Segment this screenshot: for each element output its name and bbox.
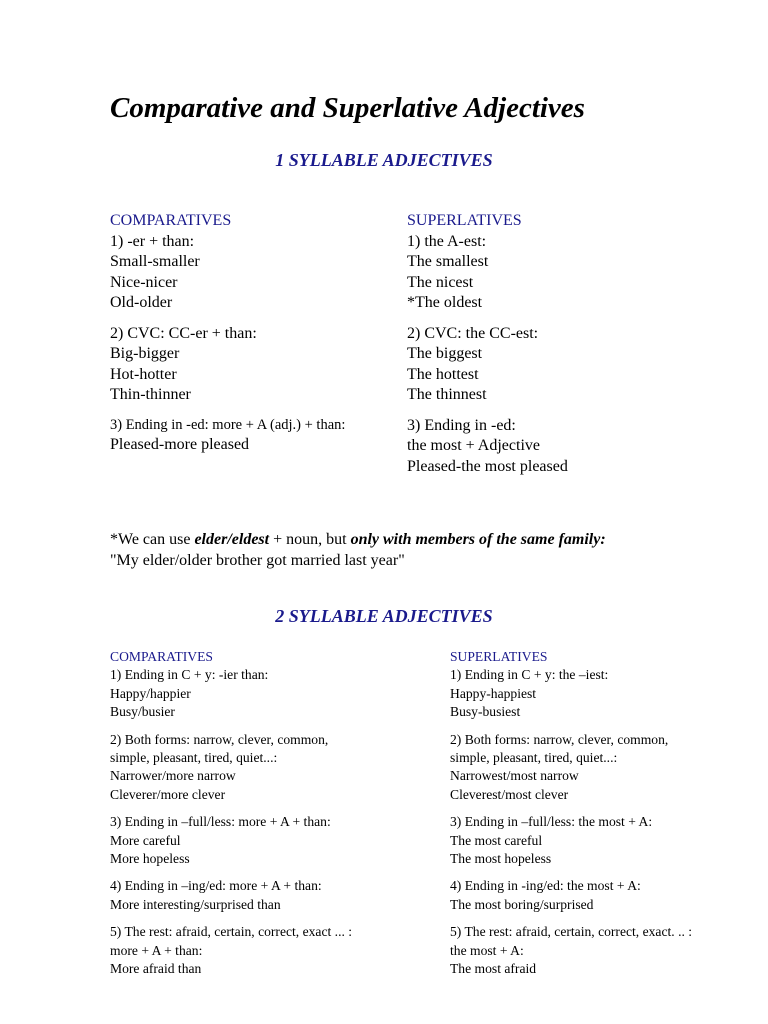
rule-text: 1) Ending in C + y: -ier than: bbox=[110, 667, 269, 683]
example: Happy-happiest bbox=[450, 685, 537, 701]
rule-block bbox=[110, 666, 430, 721]
example: Pleased-more pleased bbox=[110, 435, 250, 453]
example: The most hopeless bbox=[450, 851, 552, 867]
rule-block bbox=[110, 877, 430, 914]
rule-text: 5) The rest: afraid, certain, correct, exact ... : bbox=[110, 924, 353, 940]
example: Narrowest/most narrow bbox=[450, 768, 579, 784]
example: *The oldest bbox=[407, 294, 483, 311]
example: The thinnest bbox=[407, 386, 487, 403]
note-prefix: *We can use bbox=[110, 531, 195, 548]
example: the most + Adjective bbox=[407, 437, 540, 454]
example: Busy/busier bbox=[110, 704, 175, 720]
example: The nicest bbox=[407, 273, 474, 291]
example: The smallest bbox=[407, 253, 489, 270]
rule-text: 4) Ending in -ing/ed: the most + A: bbox=[450, 878, 641, 894]
rule-text: 2) CVC: CC-er + than: bbox=[110, 324, 257, 342]
example: Big-bigger bbox=[110, 345, 180, 362]
rule-block bbox=[450, 666, 760, 721]
example: The hottest bbox=[407, 365, 479, 383]
comparatives-column-1-syllable bbox=[110, 211, 380, 455]
rule-text: 1) Ending in C + y: the –iest: bbox=[450, 667, 609, 683]
rule-text: the most + A: bbox=[450, 942, 524, 958]
rule-text: 5) The rest: afraid, certain, correct, exact. .. : bbox=[450, 924, 693, 940]
example: Cleverer/more clever bbox=[110, 786, 226, 802]
rule-text: 2) Both forms: narrow, clever, common, bbox=[110, 731, 329, 747]
section-heading-1-syllable: 1 SYLLABLE ADJECTIVES bbox=[275, 150, 493, 170]
comparatives-label: COMPARATIVES bbox=[110, 212, 232, 229]
rule-text: simple, pleasant, tired, quiet...: bbox=[110, 750, 278, 766]
note-emphasis-elder: elder/eldest bbox=[194, 531, 270, 548]
rule-text: more + A + than: bbox=[110, 942, 203, 958]
example: Nice-nicer bbox=[110, 273, 178, 291]
note-example: "My elder/older brother got married last year" bbox=[110, 551, 405, 569]
rule-text: 1) the A-est: bbox=[407, 232, 487, 250]
example: The most afraid bbox=[450, 961, 537, 977]
rule-text: 2) Both forms: narrow, clever, common, bbox=[450, 731, 669, 747]
rule-block bbox=[407, 324, 707, 406]
example: Narrower/more narrow bbox=[110, 768, 236, 784]
rule-block bbox=[110, 324, 380, 406]
note-emphasis-family: only with members of the same family: bbox=[350, 531, 606, 548]
rule-text: 2) CVC: the CC-est: bbox=[407, 324, 539, 342]
note-middle: + noun, but bbox=[269, 531, 351, 548]
example: Cleverest/most clever bbox=[450, 786, 569, 802]
section-heading-2-syllable: 2 SYLLABLE ADJECTIVES bbox=[275, 606, 493, 626]
rule-block bbox=[407, 232, 707, 314]
rule-text: 4) Ending in –ing/ed: more + A + than: bbox=[110, 878, 322, 894]
example: More careful bbox=[110, 832, 181, 848]
superlatives-label: SUPERLATIVES bbox=[450, 649, 548, 664]
rule-text: 3) Ending in –full/less: more + A + than: bbox=[110, 814, 331, 830]
comparatives-column-2-syllable bbox=[110, 648, 430, 979]
example: Old-older bbox=[110, 294, 173, 311]
example: The biggest bbox=[407, 345, 483, 362]
rule-text: 1) -er + than: bbox=[110, 232, 195, 250]
superlatives-column-1-syllable bbox=[407, 211, 707, 477]
rule-block bbox=[450, 877, 760, 914]
rule-block bbox=[110, 923, 430, 978]
example: More hopeless bbox=[110, 851, 190, 867]
rule-text: 3) Ending in -ed: more + A (adj.) + than: bbox=[110, 416, 346, 433]
example: Busy-busiest bbox=[450, 704, 521, 720]
rule-block bbox=[450, 923, 760, 978]
rule-block bbox=[450, 813, 760, 868]
example: Hot-hotter bbox=[110, 365, 177, 383]
page-title: Comparative and Superlative Adjectives bbox=[110, 92, 585, 124]
rule-block bbox=[110, 813, 430, 868]
comparatives-label: COMPARATIVES bbox=[110, 649, 213, 664]
superlatives-label: SUPERLATIVES bbox=[407, 212, 522, 229]
rule-text: 3) Ending in -ed: bbox=[407, 416, 516, 434]
rule-text: 3) Ending in –full/less: the most + A: bbox=[450, 814, 653, 830]
example: The most boring/surprised bbox=[450, 896, 594, 912]
rule-block bbox=[407, 416, 707, 478]
rule-block bbox=[110, 731, 430, 805]
example: Thin-thinner bbox=[110, 386, 191, 403]
rule-text: simple, pleasant, tired, quiet...: bbox=[450, 750, 618, 766]
rule-block bbox=[450, 731, 760, 805]
superlatives-column-2-syllable bbox=[450, 648, 760, 979]
example: The most careful bbox=[450, 832, 543, 848]
example: More afraid than bbox=[110, 961, 202, 977]
elder-eldest-note bbox=[110, 530, 606, 571]
example: Pleased-the most pleased bbox=[407, 457, 568, 475]
rule-block bbox=[110, 416, 380, 456]
example: More interesting/surprised than bbox=[110, 896, 281, 912]
example: Happy/happier bbox=[110, 685, 191, 701]
example: Small-smaller bbox=[110, 253, 200, 270]
rule-block bbox=[110, 232, 380, 314]
